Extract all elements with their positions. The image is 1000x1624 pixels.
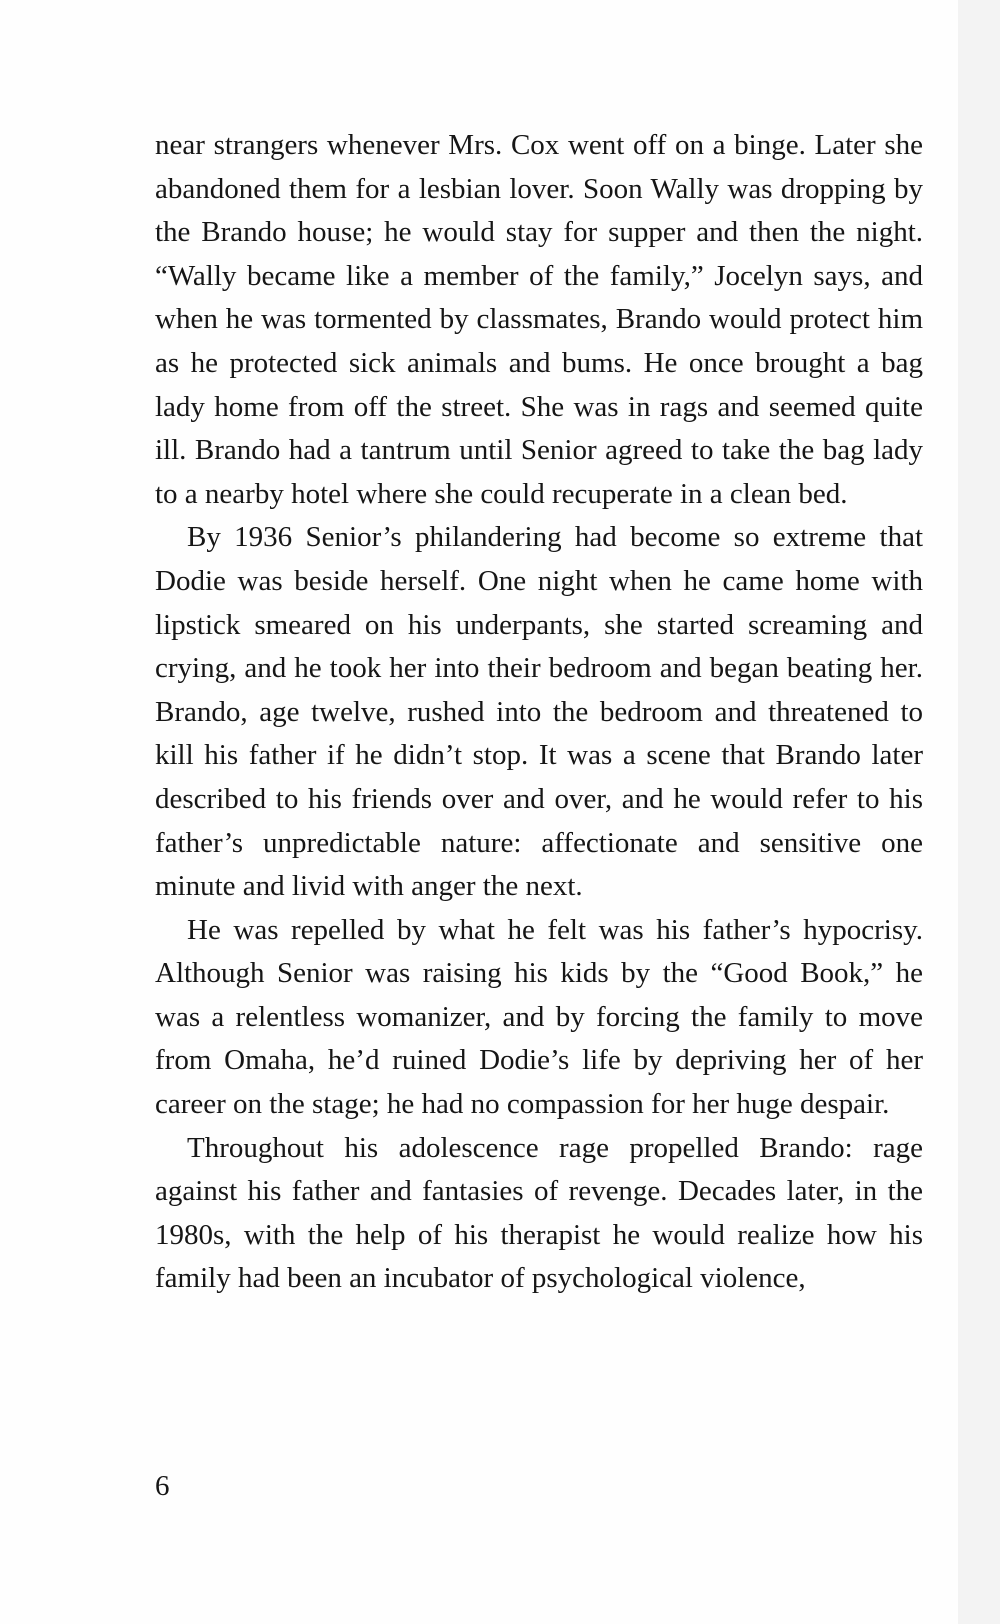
page-edge-shadow — [958, 0, 1000, 1624]
paragraph-4: Throughout his adolescence rage propelled Brando: rage against his father and fantasies of revenge. Decades later, in the 1980s, with the help of his therapist he would realize how his family had been an incubator of psychological violence, — [155, 1131, 923, 1295]
paragraph-2: By 1936 Senior’s philandering had become so extreme that Dodie was beside herself. One night when he came home with lipstick smeared on his underpants, she started screaming and crying, and he took her into their bedroom and began beating her. Brando, age twelve, rushed into the bedroom and threatened to kill his father if he didn’t stop. It was a scene that Brando later described to his friends over and over, and he would refer to his father’s unpredictable nature: affectionate and sensitive one minute and livid with anger the next. — [155, 521, 923, 903]
paragraph-1: near strangers whenever Mrs. Cox went off on a binge. Later she abandoned them for a lesbian lover. Soon Wally was dropping by the Brando house; he would stay for supper and then the night. “Wally became like a member of the family,” Jocelyn says, and when he was tormented by classmates, Brando would protect him as he protected sick animals and bums. He once brought a bag lady home from off the street. She was in rags and seemed quite ill. Brando had a tantrum until Senior agreed to take the bag lady to a nearby hotel where she could recuperate in a clean bed. — [155, 129, 923, 510]
body-text — [155, 124, 923, 1301]
paragraph-3: He was repelled by what he felt was his father’s hypocrisy. Although Senior was raising his kids by the “Good Book,” he was a relentless womanizer, and by forcing the family to move from Omaha, he’d ruined Dodie’s life by depriving her of her career on the stage; he had no compassion for her huge despair. — [155, 913, 923, 1121]
page-number: 6 — [155, 1470, 170, 1502]
